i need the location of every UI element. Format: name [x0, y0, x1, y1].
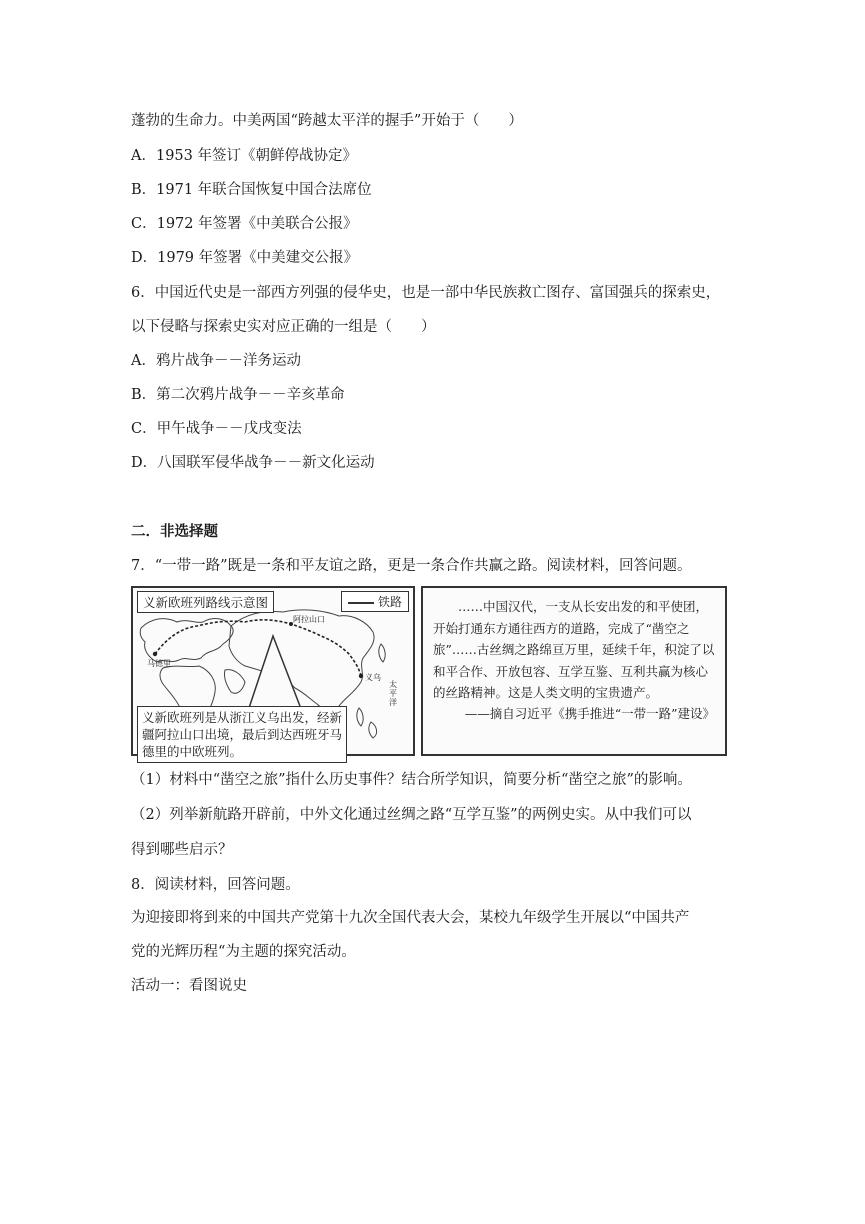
- quote-source: ——摘自习近平《携手推进“一带一路”建设》: [464, 705, 715, 721]
- question-8-intro: 8．阅读材料，回答问题。: [131, 877, 300, 893]
- map-note: 义新欧班列是从浙江义乌出发，经新疆阿拉山口出境，最后到达西班牙马德里的中欧班列。: [137, 706, 347, 763]
- quote-text: ……中国汉代，一支从长安出发的和平使团，开始打通东方通往西方的道路，完成了“凿空之旅”……古丝绸之路绵亘万里，延续千年，积淀了以和平合作、开放包容、互学互鉴、互利共赢为核心的丝路精神。这是人类文明的宝贵遗产。: [433, 599, 715, 700]
- question-5-option-d: D．1979 年签署《中美建交公报》: [131, 250, 359, 266]
- question-7-sub-2-line-1: （2）列举新航路开辟前，中外文化通过丝绸之路“互学互鉴”的两例史实。从中我们可以: [131, 807, 692, 823]
- railway-legend-icon: [348, 602, 374, 604]
- question-7-sub-1: （1）材料中“凿空之旅”指什么历史事件？结合所学知识，简要分析“凿空之旅”的影响。: [131, 772, 692, 788]
- question-6-option-d: D．八国联军侵华战争－－新文化运动: [131, 455, 375, 471]
- map-title: 义新欧班列路线示意图: [137, 591, 274, 613]
- question-5-option-b: B．1971 年联合国恢复中国合法席位: [131, 182, 372, 198]
- legend-label: 铁路: [377, 595, 402, 609]
- question-6-option-b: B．第二次鸦片战争－－辛亥革命: [131, 387, 345, 403]
- question-7-sub-2-line-2: 得到哪些启示？: [131, 842, 233, 858]
- question-5-option-c: C．1972 年签署《中美联合公报》: [131, 216, 358, 232]
- question-7-intro: 7．“一带一路”既是一条和平友谊之路，更是一条合作共赢之路。阅读材料，回答问题。: [131, 558, 692, 574]
- quote-box: [421, 586, 727, 756]
- question-8-body-line-2: 党的光辉历程“为主题的探究活动。: [131, 944, 356, 960]
- map-label-madrid: 马德里: [147, 659, 171, 668]
- question-8-activity-1: 活动一：看图说史: [131, 978, 247, 994]
- question-6-option-a: A．鸦片战争－－洋务运动: [131, 353, 301, 369]
- question-6-option-c: C．甲午战争－－戊戌变法: [131, 421, 302, 437]
- question-5-option-a: A．1953 年签订《朝鲜停战协定》: [131, 148, 357, 164]
- question-8-body-line-1: 为迎接即将到来的中国共产党第十九次全国代表大会，某校九年级学生开展以“中国共产: [131, 910, 690, 926]
- question-7-figure: [131, 586, 727, 758]
- section-title: 二．非选择题: [131, 524, 218, 540]
- route-map: [131, 586, 415, 759]
- question-6-stem-line-1: 6．中国近代史是一部西方列强的侵华史，也是一部中华民族救亡图存、富国强兵的探索史，: [131, 285, 721, 301]
- question-6-stem-line-2: 以下侵略与探索史实对应正确的一组是（ ）: [131, 319, 436, 335]
- map-label-yiwu: 义乌: [365, 673, 381, 682]
- map-label-alashankou: 阿拉山口: [293, 615, 325, 624]
- map-legend: [341, 591, 409, 612]
- map-label-pacific: 太平洋: [389, 680, 397, 707]
- question-5-stem-tail: 蓬勃的生命力。中美两国“跨越太平洋的握手”开始于（ ）: [131, 113, 523, 129]
